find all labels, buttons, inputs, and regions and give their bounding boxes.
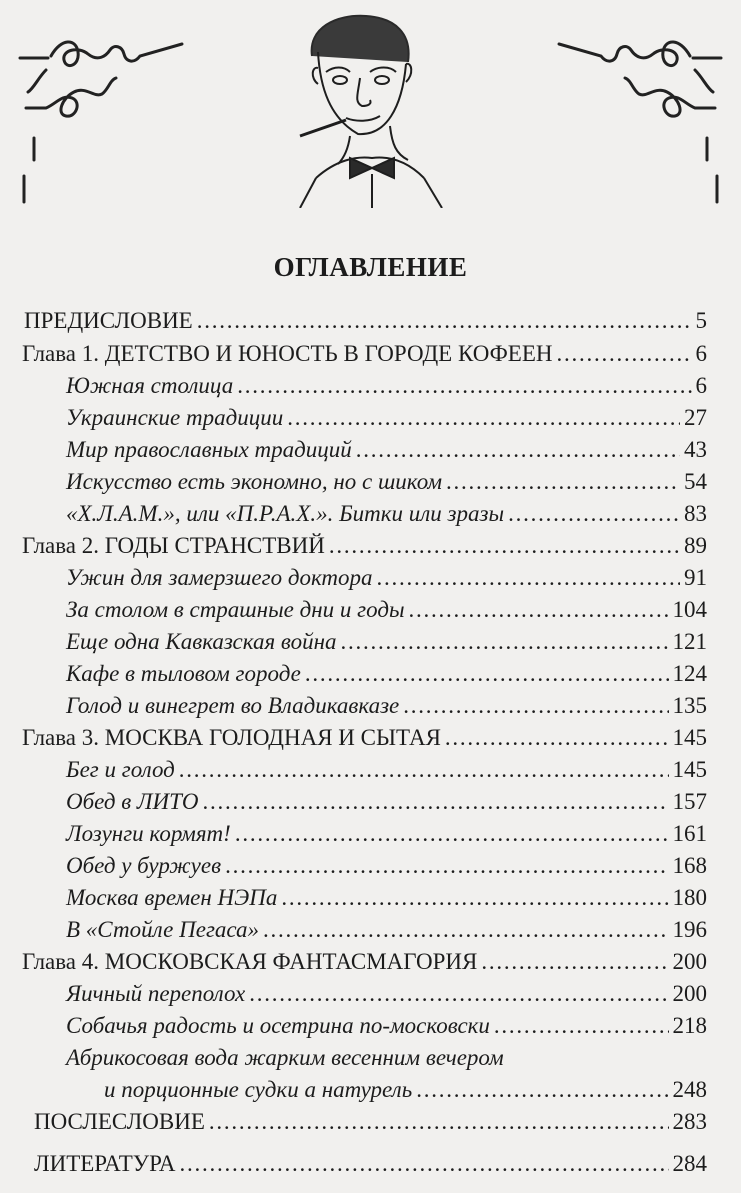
toc-entry (66, 467, 707, 497)
toc-page-number: 124 (672, 661, 707, 686)
toc-label: Бег и голод (66, 757, 175, 782)
toc-label: и порционные судки а натурель (104, 1077, 413, 1102)
dot-leader (508, 499, 680, 529)
toc-page-number: 121 (672, 629, 707, 654)
toc-entry (66, 435, 707, 465)
toc-page-number: 200 (672, 949, 707, 974)
dot-leader (225, 851, 668, 881)
toc-label: Южная столица (66, 373, 234, 398)
left-flourish-ornament (6, 8, 186, 208)
toc-page-number: 283 (672, 1109, 707, 1134)
toc-entry-afterword (34, 1107, 707, 1137)
toc-label: ПРЕДИСЛОВИЕ (24, 308, 193, 333)
toc-page-number: 157 (672, 789, 707, 814)
toc-entry (66, 915, 707, 945)
dot-leader (237, 371, 691, 401)
toc-page-number: 43 (684, 437, 707, 462)
toc-entry (66, 979, 707, 1009)
right-flourish-ornament (555, 8, 735, 208)
dot-leader (209, 1107, 669, 1137)
toc-entry (66, 403, 707, 433)
toc-page-number: 89 (684, 533, 707, 558)
toc-entry (66, 691, 707, 721)
toc-label: Собачья радость и осетрина по-московски (66, 1013, 490, 1038)
dot-leader (249, 979, 668, 1009)
toc-page-number: 135 (672, 693, 707, 718)
toc-label: Обед у буржуев (66, 853, 222, 878)
author-portrait-drawing (296, 8, 446, 208)
dot-leader (235, 819, 669, 849)
toc-page-number: 104 (672, 597, 707, 622)
toc-label: Мир православных традиций (66, 437, 352, 462)
toc-entry-chapter-3 (22, 723, 707, 753)
toc-entry (66, 1011, 707, 1041)
toc-entry (66, 787, 707, 817)
toc-label: ПОСЛЕСЛОВИЕ (34, 1109, 205, 1134)
toc-entry (66, 563, 707, 593)
dot-leader (356, 435, 680, 465)
toc-label: Ужин для замерзшего доктора (66, 565, 373, 590)
toc-page-number: 161 (672, 821, 707, 846)
dot-leader (416, 1075, 668, 1105)
toc-entry-chapter-2 (22, 531, 707, 561)
table-of-contents-title: ОГЛАВЛЕНИЕ (273, 252, 468, 282)
toc-page-number: 145 (672, 725, 707, 750)
dot-leader (281, 883, 668, 913)
toc-page-number: 180 (672, 885, 707, 910)
dot-leader (180, 1149, 669, 1179)
toc-label: Глава 4. МОСКОВСКАЯ ФАНТАСМАГОРИЯ (22, 949, 478, 974)
toc-page-number: 5 (695, 308, 707, 333)
toc-entry (104, 1075, 707, 1105)
toc-entry-first-line: Абрикосовая вода жарким весенним вечером (66, 1045, 504, 1070)
toc-entry (66, 819, 707, 849)
toc-label: «Х.Л.А.М.», или «П.Р.А.Х.». Битки или зразы (66, 501, 505, 526)
dot-leader (445, 723, 669, 753)
toc-page-number: 248 (672, 1077, 707, 1102)
toc-page-number: 284 (672, 1151, 707, 1176)
dot-leader (179, 755, 669, 785)
toc-page-number: 83 (684, 501, 707, 526)
toc-entry (66, 499, 707, 529)
dot-leader (377, 563, 680, 593)
toc-entry (66, 595, 707, 625)
toc-page-number: 145 (672, 757, 707, 782)
toc-label: Глава 2. ГОДЫ СТРАНСТВИЙ (22, 533, 325, 558)
toc-label: Глава 1. ДЕТСТВО И ЮНОСТЬ В ГОРОДЕ КОФЕЕН (22, 341, 553, 366)
dot-leader (494, 1011, 669, 1041)
toc-label: Лозунги кормят! (66, 821, 231, 846)
dot-leader (403, 691, 668, 721)
toc-entry (66, 851, 707, 881)
toc-label: Кафе в тыловом городе (66, 661, 301, 686)
toc-entry (66, 371, 707, 401)
dot-leader (203, 787, 669, 817)
dot-leader (263, 915, 668, 945)
toc-label: Искусство есть экономно, но с шиком (66, 469, 442, 494)
dot-leader (329, 531, 680, 561)
dot-leader (446, 467, 680, 497)
toc-entry (66, 755, 707, 785)
toc-label: В «Стойле Пегаса» (66, 917, 260, 942)
toc-entry (66, 659, 707, 689)
toc-label: Яичный переполох (66, 981, 246, 1006)
toc-entry-chapter-1 (22, 339, 707, 369)
dot-leader (556, 339, 691, 369)
toc-label: Москва времен НЭПа (66, 885, 278, 910)
toc-page-number: 196 (672, 917, 707, 942)
toc-entry-bibliography (34, 1149, 707, 1179)
toc-label: Украинские традиции (66, 405, 284, 430)
toc-entry (66, 883, 707, 913)
toc-label: Глава 3. МОСКВА ГОЛОДНАЯ И СЫТАЯ (22, 725, 441, 750)
dot-leader (409, 595, 669, 625)
toc-label: За столом в страшные дни и годы (66, 597, 405, 622)
dot-leader (305, 659, 669, 689)
toc-page-number: 6 (695, 341, 707, 366)
toc-page-number: 168 (672, 853, 707, 878)
toc-label: ЛИТЕРАТУРА (34, 1151, 176, 1176)
toc-page-number: 91 (684, 565, 707, 590)
toc-page-number: 27 (684, 405, 707, 430)
dot-leader (340, 627, 668, 657)
toc-label: Обед в ЛИТО (66, 789, 199, 814)
toc-entry-chapter-4 (22, 947, 707, 977)
dot-leader (287, 403, 680, 433)
toc-page-number: 54 (684, 469, 707, 494)
toc-label: Голод и винегрет во Владикавказе (66, 693, 400, 718)
toc-entry (66, 627, 707, 657)
dot-leader (197, 306, 692, 336)
toc-entry-preface (24, 306, 707, 336)
toc-page-number: 218 (672, 1013, 707, 1038)
toc-page-number: 200 (672, 981, 707, 1006)
dot-leader (481, 947, 668, 977)
toc-page-number: 6 (695, 373, 707, 398)
toc-label: Еще одна Кавказская война (66, 629, 337, 654)
